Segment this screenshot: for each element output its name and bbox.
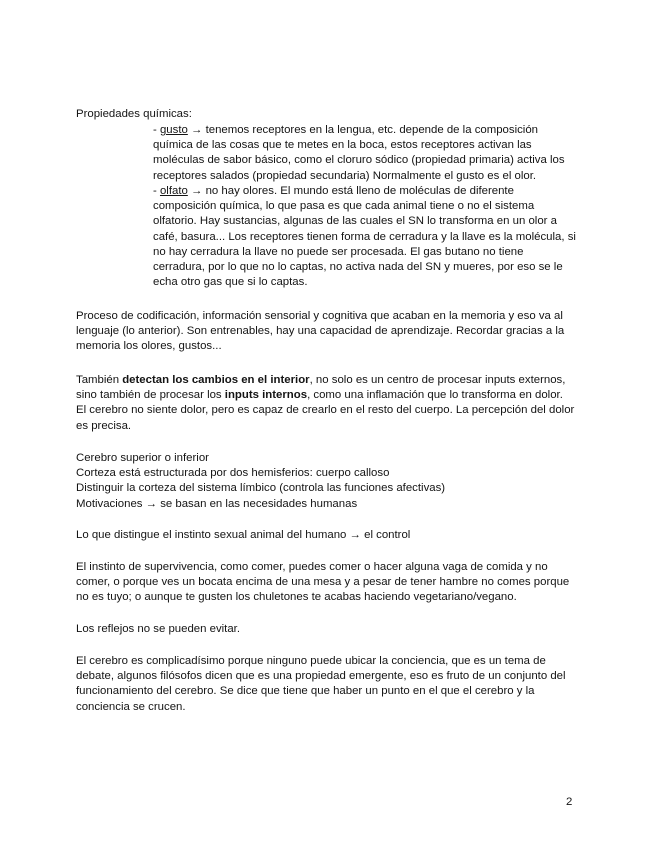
interior-text-c: , como una inflamación que lo transforma en dolor. El cerebro no siente dolor, pero es capaz de crearlo en el resto del cuerpo. La percepción del dolor es precisa. bbox=[76, 389, 575, 432]
interior-text-b: , no solo es un centro de procesar inputs externos, sino también de procesar los bbox=[76, 374, 566, 402]
olfato-item bbox=[153, 184, 576, 290]
gusto-text: → tenemos receptores en la lengua, etc. depende de la composición química de las cosas que te metes en la boca, estos receptores activan las moléculas de sabor básico, como el cloruro sódico (propiedad primaria) activa los receptores salados (propiedad secundaria) Normalmente el gusto es el olor. bbox=[153, 124, 565, 182]
gusto-dash: - bbox=[153, 124, 160, 136]
note-line: Distinguir la corteza del sistema límbico (controla las funciones afectivas) bbox=[76, 482, 446, 495]
interior-bold-a: detectan los cambios en el interior bbox=[122, 374, 310, 386]
paragraph-cerebro: El cerebro es complicadísimo porque ninguno puede ubicar la conciencia, que es un tema de debate, algunos filósofos dicen que es una propiedad emergente, eso es fruto de un conjunto del funcionamiento del cerebro. Se dice que tiene que haber un punto en el que el cerebro y la conciencia se crucen. bbox=[76, 655, 566, 713]
interior-bold-b: inputs internos bbox=[224, 389, 308, 402]
gusto-item bbox=[153, 123, 576, 184]
section-heading: Propiedades químicas: bbox=[76, 108, 192, 120]
note-line: Cerebro superior o inferior bbox=[76, 452, 209, 464]
olfato-dash: - bbox=[153, 185, 160, 197]
note-line: Corteza está estructurada por dos hemisferios: cuerpo calloso bbox=[76, 467, 390, 480]
paragraph-reflejos: Los reflejos no se pueden evitar. bbox=[76, 623, 241, 635]
olfato-text: → no hay olores. El mundo está lleno de moléculas de diferente composición química, lo que pasa es que cada animal tiene o no el sistema olfatorio. Hay sustancias, algunas de las cuales el SN lo transforma en un olor a café, basura... Los receptores tienen forma de cerradura y la llave es la molécula, si no hay cerradura la llave no puede ser procesada. El gas butano no tiene cerradura, por lo que no lo captas, no activa nada del SN y mueres, por eso se le echa otro gas que si lo captas. bbox=[153, 185, 576, 289]
olfato-term: olfato bbox=[159, 185, 188, 197]
notes-lines bbox=[76, 451, 576, 512]
paragraph-instinto: Lo que distingue el instinto sexual animal del humano → el control bbox=[76, 529, 411, 541]
gusto-term: gusto bbox=[159, 124, 188, 136]
paragraph-codificacion: Proceso de codificación, información sensorial y cognitiva que acaban en la memoria y eso va al lenguaje (lo anterior). Son entrenables, hay una capacidad de aprendizaje. Recordar gracias a la memoria los olores, gustos... bbox=[76, 310, 565, 353]
interior-text-a: También bbox=[76, 374, 123, 386]
page-number: 2 bbox=[566, 796, 573, 808]
note-line: Motivaciones → se basan en las necesidades humanas bbox=[76, 497, 358, 510]
paragraph-supervivencia: El instinto de supervivencia, como comer, puedes comer o hacer alguna vaga de comida y no comer, o porque ves un bocata encima de una mesa y a pesar de tener hambre no comes porque no es tuyo; o aunque te gusten los chuletones te acabas haciendo vegetariano/vegano. bbox=[76, 561, 570, 604]
paragraph-interior bbox=[76, 373, 576, 434]
